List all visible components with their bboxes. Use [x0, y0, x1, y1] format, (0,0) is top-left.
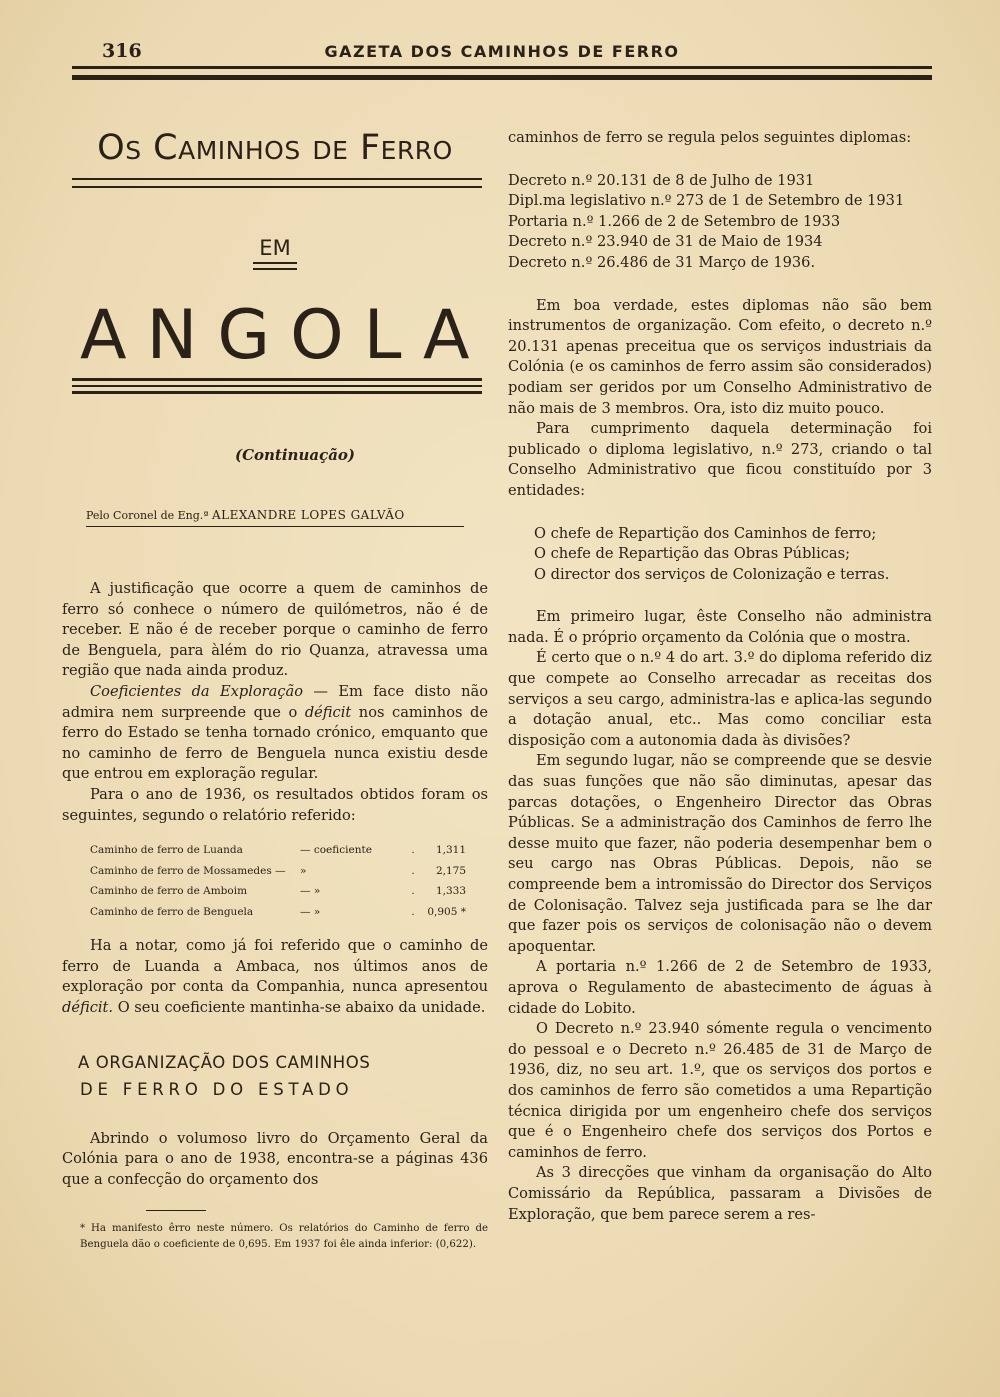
decree-item: Decreto n.º 23.940 de 31 de Maio de 1934 [508, 233, 823, 251]
coefficient-value: 1,333 [435, 885, 466, 898]
coefficient-row [90, 881, 466, 902]
leader-dot: . [411, 864, 415, 877]
header-rule [72, 66, 932, 80]
left-paragraph-2 [62, 682, 488, 785]
journal-title: GAZETA DOS CAMINHOS DE FERRO [324, 42, 680, 61]
railway-name: Caminho de ferro de Amboim [90, 885, 248, 898]
right-paragraph-5: É certo que o n.º 4 do art. 3.º do diploma referido diz que compete ao Conselho arrecadar as receitas dos serviços a seu cargo, administra-las e aplica-las segundo a dotação anual, etc.. Mas como conciliar esta disposição com a autonomia dada às divisões? [508, 649, 932, 749]
title-line-3: ANGOLA [80, 296, 490, 375]
left-paragraph-4 [62, 936, 488, 1018]
title-rule-2 [253, 262, 297, 270]
coefficient-label: — » [300, 885, 321, 898]
leader-dot: . [411, 885, 415, 898]
left-paragraph-4-a: Ha a notar, como já foi referido que o caminho de ferro de Luanda a Ambaca, nos últimos anos de exploração por conta da Companhia, nunca apresentou [62, 937, 488, 996]
right-paragraph-6: Em segundo lugar, não se compreende que se desvie das suas funções que não são diminutas, apesar das parcas dotações, o Engenheiro Director das Obras Públicas. Se a administração dos Caminhos de ferro lhe desse muito que fazer, não poderia desempenhar bem o seu cargo nas Obras Públicas. Depois, não se compreende bem a intromissão do Director dos Serviços de Colonisação. Talvez seja justificada para se lhe dar que fazer pois os serviços de colonisação não o devem apoquentar. [508, 752, 932, 955]
decree-item: Decreto n.º 26.486 de 31 Março de 1936. [508, 253, 816, 271]
decree-item: Portaria n.º 1.266 de 2 de Setembro de 1933 [508, 212, 841, 230]
coefficient-label: — coeficiente [300, 844, 372, 857]
leader-dot: . [411, 844, 415, 857]
right-paragraph-7: A portaria n.º 1.266 de 2 de Setembro de 1933, aprova o Regulamento de abastecimento de águas à cidade do Lobito. [508, 958, 932, 1017]
section-heading-line-1: A ORGANIZAÇÃO DOS CAMINHOS [78, 1052, 371, 1072]
page-number: 316 [102, 40, 142, 62]
right-column [508, 128, 932, 1225]
right-paragraph-2: Em boa verdade, estes diplomas não são bem instrumentos de organização. Com efeito, o decreto n.º 20.131 apenas preceitua que os serviços industriais da Colónia (e os caminhos de ferro assim são considerados) podiam ser geridos por um Conselho Administrativo de não mais de 3 membros. Ora, isto diz muito pouco. [508, 296, 932, 417]
coefficient-table [90, 840, 466, 922]
running-header [72, 38, 932, 68]
decree-item: Dipl.ma legislativo n.º 273 de 1 de Setembro de 1931 [508, 192, 905, 210]
byline-author: ALEXANDRE LOPES GALVÃO [212, 508, 405, 522]
title-rule-1 [72, 178, 482, 188]
continuation-note: (Continuação) [234, 446, 356, 464]
left-paragraph-2-em: déficit [304, 703, 352, 721]
section-heading-line-2: DE FERRO DO ESTADO [80, 1079, 354, 1099]
decree-list [508, 171, 932, 274]
left-paragraph-2-b: nos caminhos de ferro do Estado se tenha tornado crónico, emquanto que no caminho de ferro de Benguela nunca existiu desde que entrou em exploração regular. [62, 703, 488, 783]
left-paragraph-2-a: — Em face disto não admira nem surpreende que o [62, 682, 488, 721]
footnote-rule [146, 1210, 206, 1211]
coefficient-label: » [300, 864, 307, 877]
coefficient-value: 0,905 * [427, 905, 466, 918]
title-rule-3 [72, 378, 482, 394]
byline [62, 508, 488, 522]
right-paragraph-9: As 3 direcções que vinham da organisação do Alto Comissário da República, passaram a Divisões de Exploração, que bem parece serem a res- [508, 1164, 932, 1223]
railway-name: Caminho de ferro de Benguela [90, 905, 254, 918]
left-paragraph-1: A justificação que ocorre a quem de caminhos de ferro só conhece o número de quilómetros, não é de receber. E não é de receber porque o caminho de ferro de Benguela, para àlém do rio Quanza, atravessa uma região que nada ainda produz. [62, 580, 488, 680]
left-column [62, 110, 488, 1252]
left-paragraph-2-lead: Coeficientes da Exploração [90, 682, 304, 700]
railway-name: Caminho de ferro de Mossamedes — [90, 864, 286, 877]
leader-dot: . [411, 905, 415, 918]
footnote: * Ha manifesto êrro neste número. Os relatórios do Caminho de ferro de Benguela dão o coeficiente de 0,695. Em 1937 foi êle ainda inferior: (0,622). [80, 1223, 488, 1250]
title-line-2: EM [259, 236, 291, 260]
coefficient-value: 2,175 [435, 864, 466, 877]
right-paragraph-8: O Decreto n.º 23.940 sómente regula o vencimento do pessoal e o Decreto n.º 26.485 de 31 de Março de 1936, diz, no seu art. 1.º, que os serviços dos portos e dos caminhos de ferro são cometidos a uma Repartição técnica dirigida por um engenheiro chefe dos serviços que é o Engenheiro chefe dos serviços dos Portos e caminhos de ferro. [508, 1020, 932, 1161]
council-member-item: O chefe de Repartição dos Caminhos de ferro; [534, 524, 877, 542]
decree-item: Decreto n.º 20.131 de 8 de Julho de 1931 [508, 171, 815, 189]
left-paragraph-4-em: déficit. [62, 998, 114, 1016]
byline-prefix: Pelo Coronel de Eng.ª [86, 509, 209, 522]
right-paragraph-1: caminhos de ferro se regula pelos seguintes diplomas: [508, 129, 912, 146]
coefficient-row [90, 840, 466, 861]
coefficient-value: 1,311 [435, 844, 466, 857]
right-paragraph-3: Para cumprimento daquela determinação foi publicado o diploma legislativo, n.º 273, criando o tal Conselho Administrativo que ficou constituído por 3 entidades: [508, 420, 932, 499]
railway-name: Caminho de ferro de Luanda [90, 844, 243, 857]
council-members-list [508, 524, 932, 586]
right-paragraph-4: Em primeiro lugar, êste Conselho não administra nada. É o próprio orçamento da Colónia que o mostra. [508, 608, 932, 646]
left-paragraph-3: Para o ano de 1936, os resultados obtidos foram os seguintes, segundo o relatório referido: [62, 785, 488, 824]
left-paragraph-4-b: O seu coeficiente mantinha-se abaixo da unidade. [113, 998, 486, 1016]
left-paragraph-5: Abrindo o volumoso livro do Orçamento Geral da Colónia para o ano de 1938, encontra-se a páginas 436 que a confecção do orçamento dos [62, 1129, 488, 1188]
council-member-item: O chefe de Repartição das Obras Públicas; [534, 545, 851, 563]
title-line-1: Os Caminhos de Ferro [97, 128, 453, 168]
coefficient-label: — » [300, 905, 321, 918]
coefficient-row [90, 861, 466, 882]
council-member-item: O director dos serviços de Colonização e terras. [534, 565, 890, 583]
coefficient-row [90, 902, 466, 923]
